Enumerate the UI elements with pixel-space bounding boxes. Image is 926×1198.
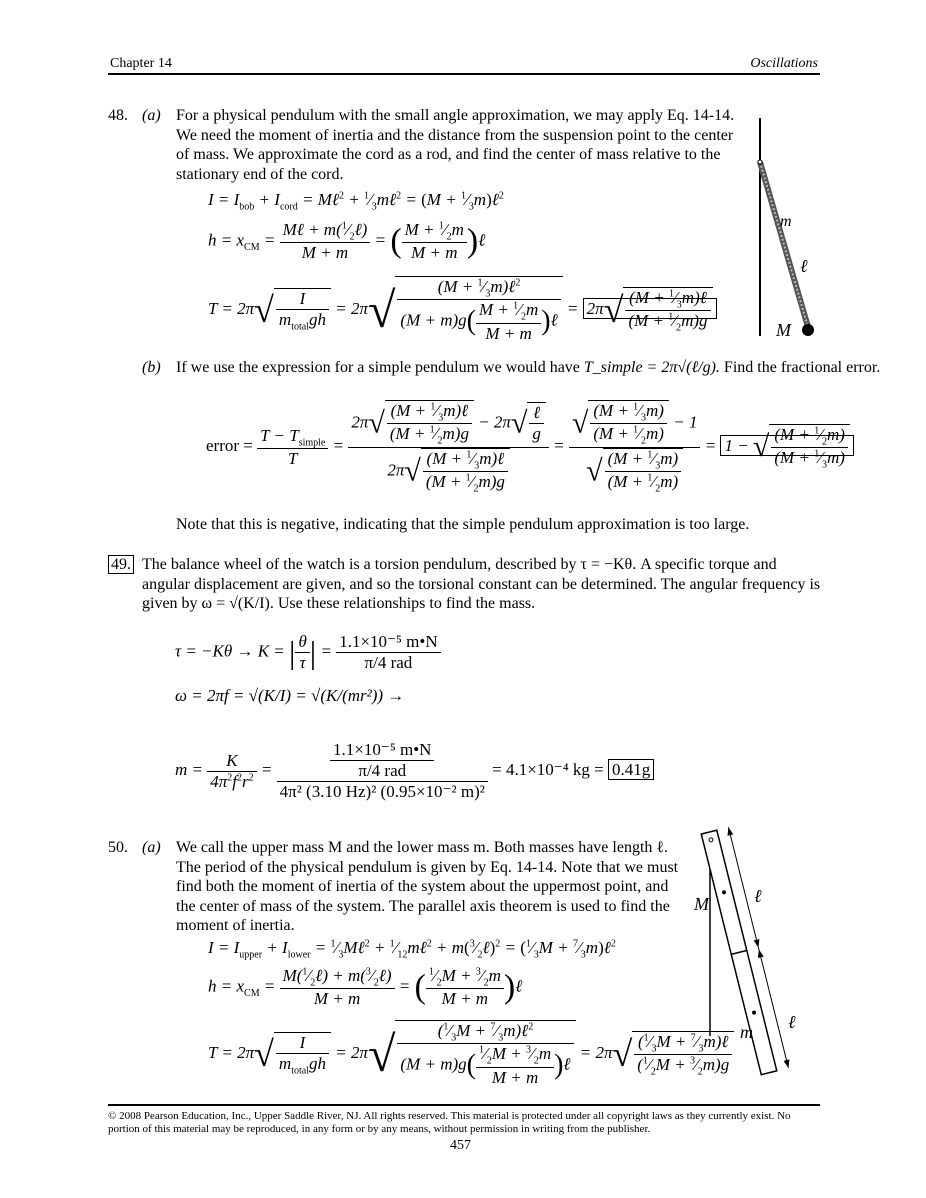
upper-length-label: ℓ xyxy=(754,886,762,906)
equation-48-error: error = $\frac{T - T_{simple}}{T}$ = 2π√ $\frac{(M + ^1⁄_3m)\ell}{(M + ^1⁄_2m)g}$ − 2π√ $\frac{\text{ℓ}}{g}$ 2π√ $\frac{(M + ^1⁄_3m)\ell}{(M + ^1⁄_2m)g}$ = √ $\frac{(M + ^1⁄_3m)}{(M + ^1⁄_2m)}$ − 1 √ $\frac{(M + ^1⁄_3m)}{(M + ^1⁄_2m)}$ = 1 − √ $\frac{(M + ^1⁄_2m)}{(M + ^1⁄_3m)}$ xyxy=(206,400,854,495)
mass-numerator: 1.1×10⁻⁵ m•N xyxy=(330,740,434,761)
length-label: ℓ xyxy=(800,256,808,276)
upper-mass-label: M xyxy=(694,894,709,914)
problem-49-text: The balance wheel of the watch is a torsion pendulum, described by τ = −Kθ. A specific torque and angular displacement are given, and so the torsional constant can be determined. The angular frequency is given by ω = √(K/I). Use these relationships to find the mass. xyxy=(142,556,821,612)
simple-period-expression: T_simple = 2π√(ℓ/g). xyxy=(583,359,720,376)
problem-48-text-b2: Find the fractional error. xyxy=(723,359,881,376)
problem-49-number: 49. xyxy=(108,555,134,575)
torque-numerator: 1.1×10⁻⁵ m•N xyxy=(336,632,440,653)
mass-answer: 0.41g xyxy=(608,759,654,780)
problem-48-part-b: (b) xyxy=(142,359,161,376)
equation-50-inertia: $I = I_{upper} + I_{lower}$ = $^1⁄_3M\ell^2$ + $^1⁄_{12}m\ell^2$ + $m(^3⁄_2\ell)^2$ = ($^1⁄_3M$ + $^7⁄_3m)\ell^2$ xyxy=(208,938,616,961)
pivot-point xyxy=(758,160,762,164)
double-rod-figure xyxy=(690,826,830,1088)
equation-48-inertia: $I = I_{bob} + I_{cord}$ = Mℓ$^2$ + $^1⁄_3m\ell^2 = (M$ + $^1⁄_3m)\ell^2$ xyxy=(208,190,504,213)
problem-48-note: Note that this is negative, indicating that the simple pendulum approximation is too large. xyxy=(176,516,750,533)
problem-50-part-a: (a) xyxy=(142,839,161,856)
equation-48-period: T = 2π√ $\frac{I}{m_{total}gh}$ = 2π√ $(M + ^1⁄_3m)\ell^2$ (M + m)g( $\frac{M + ^1⁄_2m}{M + m}$ )ℓ = 2π√ $\frac{(M + ^1⁄_3m)\ell}{(M + ^1⁄_2m)g}$ xyxy=(208,276,717,344)
mass-mid: π/4 rad xyxy=(358,761,407,780)
equation-48-h: $h = x_{CM}$ = $\frac{M\ell + m(^1⁄_2\ell)}{M + m}$ = ( $\frac{M + ^1⁄_2m}{M + m}$ )ℓ xyxy=(208,220,486,263)
problem-48-part-a: (a) xyxy=(142,107,161,124)
mass-m-label: m xyxy=(780,213,792,230)
bob-mass xyxy=(802,324,814,336)
torque-denominator: π/4 rad xyxy=(364,653,413,672)
mass-lhs: m = xyxy=(175,759,203,779)
equation-50-h: $h = x_{CM}$ = $\frac{M(^1⁄_2\ell) + m(^3⁄_2\ell)}{M + m}$ = ( $\frac{^1⁄_2M + ^3⁄_2m}{M + m}$ )ℓ xyxy=(208,966,523,1009)
lower-mass-label: m xyxy=(740,1022,753,1042)
copyright-notice: © 2008 Pearson Education, Inc., Upper Saddle River, NJ. All rights reserved. This material is protected under all copyright laws as they currently exist. No portion of this material may be reproduced, in any form or by any means, without permission in writing from the publisher. xyxy=(108,1110,791,1135)
equation-50-period: T = 2π√ $\frac{I}{m_{total}gh}$ = 2π√ ($^1⁄_3M$ + $^7⁄_3m)\ell^2$ (M + m)g( $\frac{^1⁄_2M + ^3⁄_2m}{M + m}$ )ℓ = 2π√ $\frac{(^1⁄_3M + ^7⁄_3m)\ell}{(^1⁄_2M + ^3⁄_2m)g}$ xyxy=(208,1020,734,1088)
error-label: error = xyxy=(206,436,253,456)
page-number: 457 xyxy=(450,1138,471,1153)
mass-M-label: M xyxy=(776,320,791,340)
equation-49-torque: τ = −Kθ → K = | $\frac{\theta}{\tau}$ | = $\frac{\text{1.1×10⁻⁵ m•N}}{\text{π/4 rad}}$ xyxy=(175,632,441,673)
pivot-point xyxy=(709,837,714,842)
problem-50-number: 50. xyxy=(108,839,128,856)
pendulum-figure xyxy=(736,112,826,344)
footer-rule xyxy=(108,1104,820,1106)
chapter-label: Chapter 14 xyxy=(110,56,172,71)
problem-50-text-a: We call the upper mass M and the lower mass m. Both masses have length ℓ. The period of the physical pendulum is given by Eq. 14-14. Note that we must find both the moment of inertia of the system about the uppermost point, and the center of mass of the system. The parallel axis theorem is used to find the moment of inertia. xyxy=(176,839,679,934)
problem-48-text-b1: If we use the expression for a simple pendulum we would have xyxy=(176,359,580,376)
problem-48-text-a: For a physical pendulum with the small angle approximation, we may apply Eq. 14-14. We need the moment of inertia and the distance from the suspension point to the center of mass. We approximate the cord as a rod, and find the center of mass relative to the stationary end of the cord. xyxy=(176,107,735,183)
mass-denominator: 4π² (3.10 Hz)² (0.95×10⁻² m)² xyxy=(279,782,485,801)
topic-label: Oscillations xyxy=(750,56,818,71)
header-rule xyxy=(108,73,820,75)
problem-48-text-b xyxy=(176,358,880,378)
torque-lhs: τ = −Kθ → K = xyxy=(175,641,285,661)
equation-49-omega: ω = 2πf = √(K/I) = √(K/(mr²)) → xyxy=(175,686,405,705)
mass-result: = 4.1×10⁻⁴ kg = xyxy=(492,759,604,779)
lower-length-label: ℓ xyxy=(788,1012,796,1032)
problem-48-number: 48. xyxy=(108,107,128,124)
equation-49-mass: m = $\frac{K}{4\pi^2f^2r^2}$ = $\frac{\frac{\text{1.1×10⁻⁵ m•N}}{\text{π/4 rad}}}{\text{4π² (3.10 Hz)² (0.95×10⁻² m)²}}$ = 4.1×10⁻⁴ kg = 0.41g xyxy=(175,740,654,802)
